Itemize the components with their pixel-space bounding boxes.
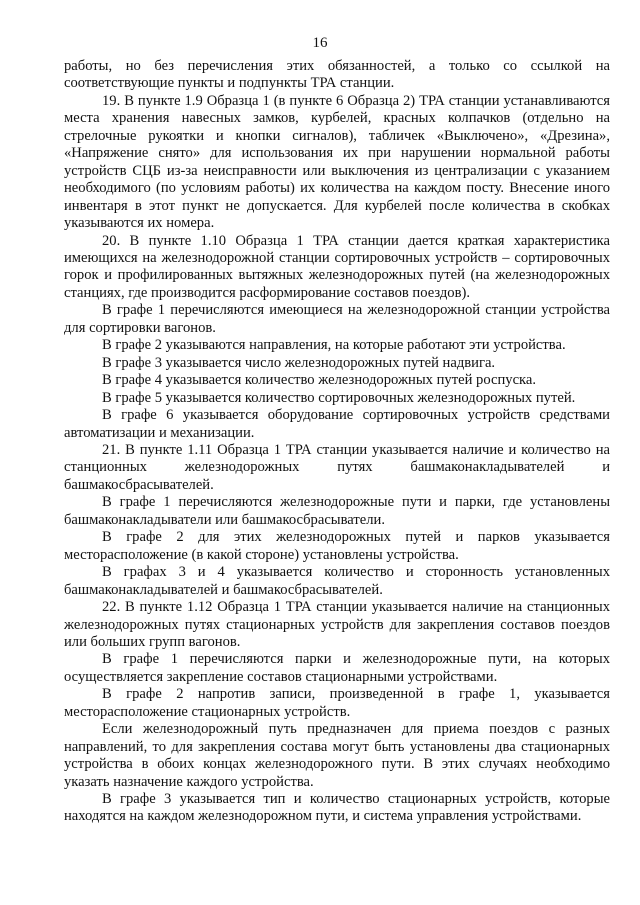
paragraph-column-4: В графе 4 указывается количество железнодорожных путей роспуска. [102, 372, 537, 389]
paragraph-column-2: В графе 2 для этих железнодорожных путей и парков указывается месторасположение (в какой стороне) установлены устройства. [64, 529, 610, 563]
paragraph-item-22: 22. В пункте 1.12 Образца 1 ТРА станции указывается наличие на станционных железнодорожных путях стационарных устройств для закрепления составов поездов или больших групп вагонов. [64, 599, 610, 650]
paragraph-column-3: В графе 3 указывается тип и количество стационарных устройств, которые находятся на каждом железнодорожном пути, и система управления устройствами. [64, 791, 610, 825]
paragraph-column-1: В графе 1 перечисляются парки и железнодорожные пути, на которых осуществляется закрепление составов стационарными устройствами. [64, 651, 610, 685]
paragraph-column-5: В графе 5 указывается количество сортировочных железнодорожных путей. [102, 389, 576, 406]
page-number: 16 [312, 35, 328, 51]
paragraph-item-20: 20. В пункте 1.10 Образца 1 ТРА станции дается краткая характеристика имеющихся на железнодорожной станции сортировочных устройств – сортировочных горок и профилированных вытяжных железнодорожных путей (на железнодорожных станциях, где производится расформирование составов поездов). [64, 232, 610, 301]
paragraph-column-3: В графе 3 указывается число железнодорожных путей надвига. [102, 354, 496, 371]
paragraph-column-1: В графе 1 перечисляются железнодорожные пути и парки, где установлены башмаконакладыватели или башмакосбрасыватели. [64, 494, 610, 528]
paragraph-column-1: В графе 1 перечисляются имеющиеся на железнодорожной станции устройства для сортировки вагонов. [64, 302, 610, 336]
paragraph-columns-3-4: В графах 3 и 4 указывается количество и сторонность установленных башмаконакладывателей и башмакосбрасывателей. [64, 564, 610, 598]
paragraph-item-21: 21. В пункте 1.11 Образца 1 ТРА станции указывается наличие и количество на станционных железнодорожных путях башмаконакладывателей и башмакосбрасывателей. [64, 441, 610, 493]
paragraph-column-2: В графе 2 напротив записи, произведенной в графе 1, указывается месторасположение стационарных устройств. [64, 686, 610, 720]
paragraph-continuation: работы, но без перечисления этих обязанностей, а только со ссылкой на соответствующие пункты и подпункты ТРА станции. [64, 58, 610, 92]
paragraph-column-6: В графе 6 указывается оборудование сортировочных устройств средствами автоматизации и механизации. [64, 407, 610, 441]
paragraph-item-19: 19. В пункте 1.9 Образца 1 (в пункте 6 Образца 2) ТРА станции устанавливаются места хранения навесных замков, курбелей, красных колпачков (отдельно на стрелочные рукоятки и кнопки сигналов), табличек «Выключено», «Дрезина», «Напряжение снято» для использования их при нарушении нормальной работы устройств СЦБ из-за неисправности или выключения из централизации с указанием необходимого (по условиям работы) их количества на каждом посту. Внесение иного инвентаря в этот пункт не допускается. Для курбелей после количества в скобках указываются их номера. [64, 92, 610, 232]
paragraph-note: Если железнодорожный путь предназначен для приема поездов с разных направлений, то для закрепления состава могут быть установлены два стационарных устройства в обоих концах железнодорожного пути. В этих случаях необходимо указать назначение каждого устройства. [64, 721, 610, 790]
paragraph-column-2: В графе 2 указываются направления, на которые работают эти устройства. [102, 337, 566, 354]
document-body [64, 58, 610, 826]
